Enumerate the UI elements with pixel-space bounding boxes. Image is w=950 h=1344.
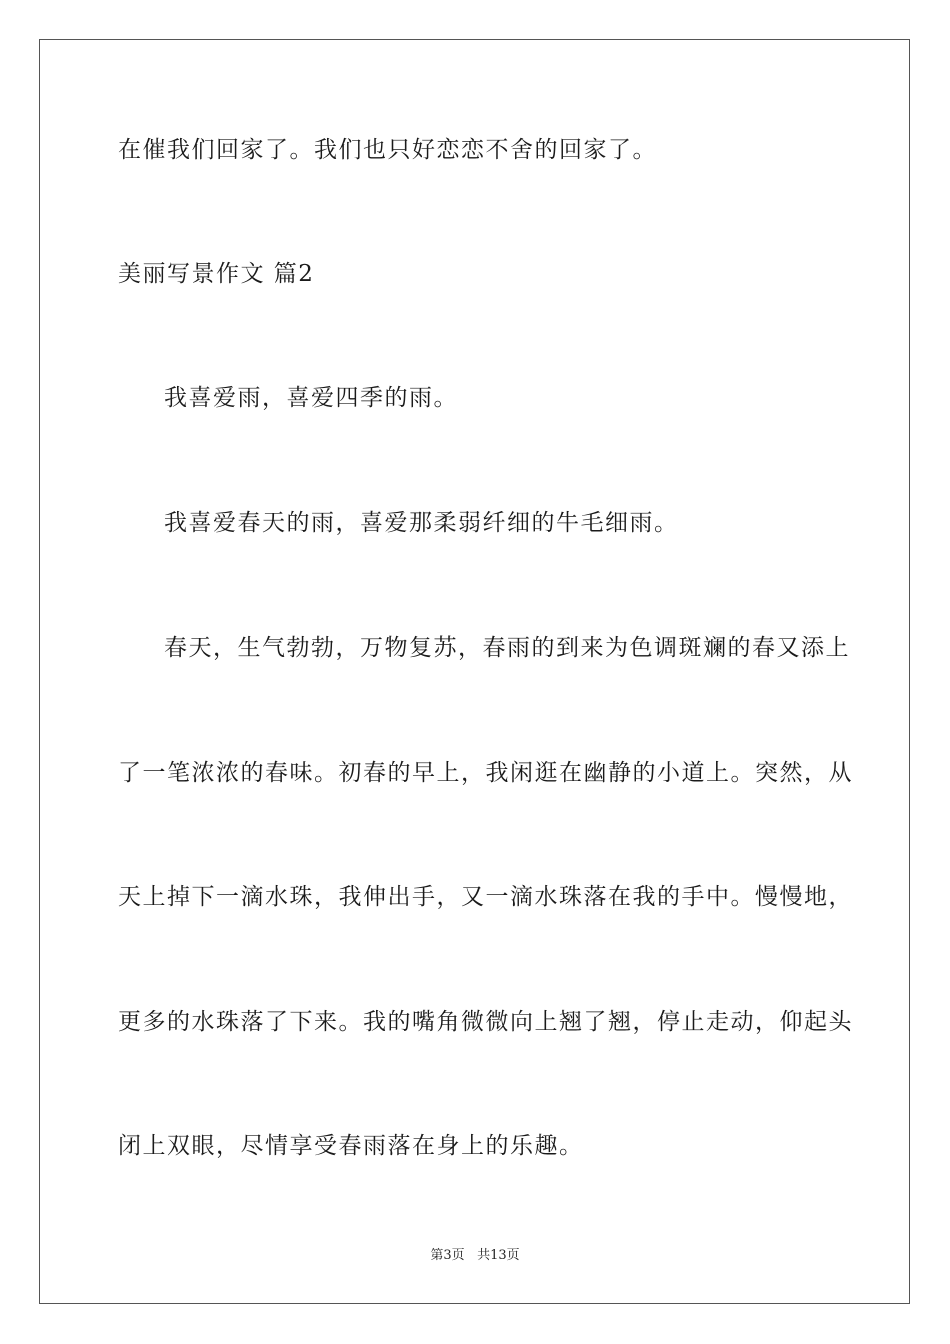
paragraph-line: 在催我们回家了。我们也只好恋恋不舍的回家了。: [118, 137, 657, 163]
section-heading: 美丽写景作文 篇2: [118, 261, 315, 287]
paragraph-line: 闭上双眼，尽情享受春雨落在身上的乐趣。: [118, 1133, 584, 1159]
paragraph-line: 了一笔浓浓的春味。初春的早上，我闲逛在幽静的小道上。突然，从: [118, 760, 853, 786]
paragraph-line: 春天，生气勃勃，万物复苏，春雨的到来为色调斑斓的春又添上: [164, 635, 850, 661]
page-footer: [0, 1247, 950, 1265]
paragraph-line: 更多的水珠落了下来。我的嘴角微微向上翘了翘，停止走动，仰起头: [118, 1009, 853, 1035]
page-number: 第3页: [430, 1248, 465, 1263]
paragraph-line: 我喜爱雨，喜爱四季的雨。: [164, 385, 458, 411]
paragraph-line: 我喜爱春天的雨，喜爱那柔弱纤细的牛毛细雨。: [164, 510, 679, 536]
page-total: 共13页: [477, 1248, 520, 1263]
page-border: [39, 39, 910, 1304]
paragraph-line: 天上掉下一滴水珠，我伸出手，又一滴水珠落在我的手中。慢慢地，: [118, 884, 853, 910]
